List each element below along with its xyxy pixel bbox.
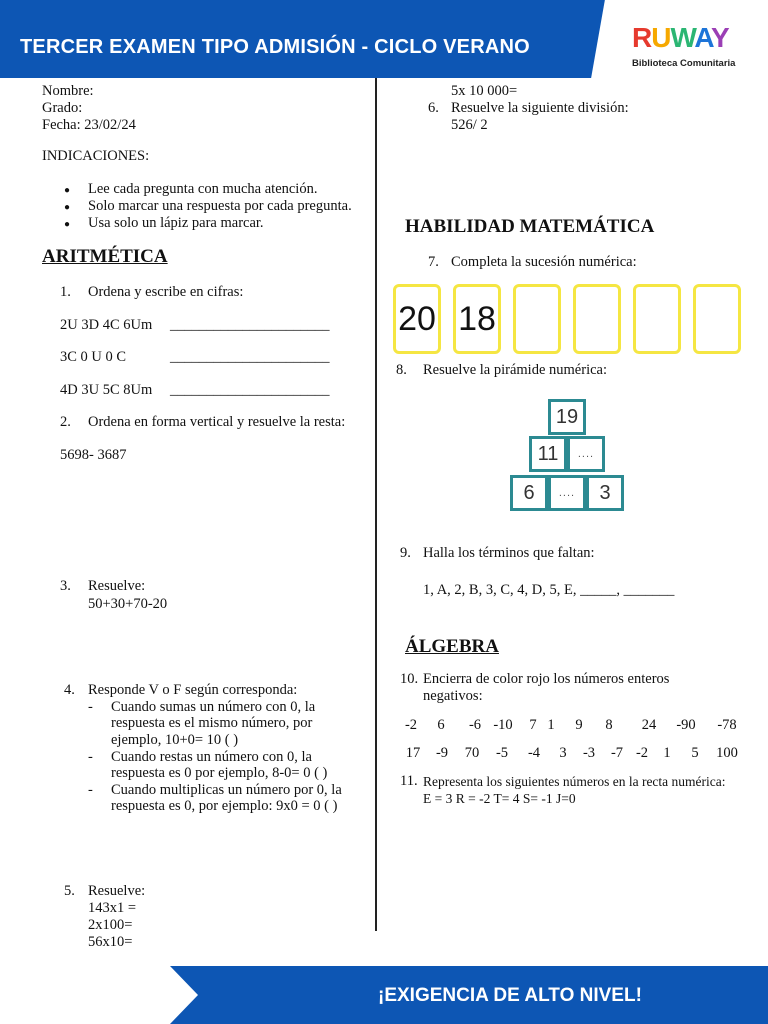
q8-number: 8. [396,362,407,378]
indications-title: INDICACIONES: [42,148,150,164]
exam-title: TERCER EXAMEN TIPO ADMISIÓN - CICLO VERANO [20,36,530,58]
integer-item[interactable]: -90 [676,717,696,733]
integer-item[interactable]: -78 [717,717,737,733]
integer-item[interactable]: -2 [404,717,418,733]
name-label: Nombre: [42,83,94,99]
sequence-box[interactable] [513,284,561,354]
integer-item[interactable]: -7 [610,745,624,761]
answer-blank[interactable]: ______________________ [170,382,330,398]
sequence-box: 20 [393,284,441,354]
logo-letter: U [651,22,671,53]
logo-letter: W [670,22,695,53]
integer-item[interactable]: 8 [605,717,613,733]
sequence-box[interactable] [573,284,621,354]
q1-expr: 3C 0 U 0 C [60,349,127,365]
q5-number: 5. [64,883,75,899]
answer-blank[interactable]: ______________________ [170,317,330,333]
q11-text: Representa los siguientes números en la recta numérica: [423,774,726,789]
pyramid-cell: 11 [529,436,567,472]
integer-item[interactable]: -3 [582,745,596,761]
q3-number: 3. [60,578,71,594]
q7-text: Completa la sucesión numérica: [451,254,637,270]
pyramid-cell-blank[interactable]: .... [567,436,605,472]
q9-text: Halla los términos que faltan: [423,545,595,561]
q4-number: 4. [64,682,75,698]
integer-item[interactable]: 24 [641,717,657,733]
q2-expr: 5698- 3687 [60,447,127,463]
q11-values: E = 3 R = -2 T= 4 S= -1 J=0 [423,791,576,806]
dash-bullet: - [88,749,93,765]
sequence-box[interactable] [633,284,681,354]
integer-item[interactable]: 70 [464,745,480,761]
q5-expr: 56x10= [88,934,133,950]
logo-letter: R [632,22,652,53]
sequence-box: 18 [453,284,501,354]
date-label: Fecha: 23/02/24 [42,117,136,133]
indication-item: ● Usa solo un lápiz para marcar. [88,215,264,232]
q9-sequence: 1, A, 2, B, 3, C, 4, D, 5, E, _____, _______ [423,582,675,598]
section-title-arithmetic: ARITMÉTICA [42,246,168,267]
q3-text: Resuelve: [88,578,146,594]
q10-number: 10. [400,671,419,687]
q1-expr: 4D 3U 5C 8Um [60,382,153,398]
answer-blank[interactable]: ______________________ [170,349,330,365]
sequence-box[interactable] [693,284,741,354]
integer-item[interactable]: 9 [575,717,583,733]
integer-item[interactable]: 6 [437,717,445,733]
q4-item-line: respuesta es el mismo número, por [111,715,313,731]
q1-expr: 2U 3D 4C 6Um [60,317,153,333]
column-divider [375,78,377,931]
q4-item-line: Cuando multiplicas un número por 0, la [111,782,342,798]
q2-number: 2. [60,414,71,430]
integer-item[interactable]: 7 [529,717,537,733]
dash-bullet: - [88,782,93,798]
q2-text: Ordena en forma vertical y resuelve la resta: [88,414,346,430]
footer-notch [170,966,198,1024]
indication-item: ● Lee cada pregunta con mucha atención. [88,181,317,198]
q4-item-line: Cuando restas un número con 0, la [111,749,312,765]
q4-item-line: ejemplo, 10+0= 10 ( ) [111,732,239,748]
q9-number: 9. [400,545,411,561]
pyramid-cell: 19 [548,399,586,435]
integer-row [0,717,768,735]
pyramid-cell: 3 [586,475,624,511]
ruway-logo [632,22,729,54]
q3-expr: 50+30+70-20 [88,596,168,612]
section-title-algebra: ÁLGEBRA [405,636,499,657]
integer-item[interactable]: 3 [559,745,567,761]
integer-item[interactable]: 17 [405,745,421,761]
integer-item[interactable]: -10 [493,717,513,733]
integer-item[interactable]: -4 [527,745,541,761]
pyramid-cell: 6 [510,475,548,511]
q4-text: Responde V o F según corresponda: [88,682,298,698]
q8-text: Resuelve la pirámide numérica: [423,362,607,378]
pyramid-cell-blank[interactable]: .... [548,475,586,511]
q6-text: Resuelve la siguiente división: [451,100,629,116]
integer-item[interactable]: 1 [547,717,555,733]
integer-item[interactable]: 100 [716,745,738,761]
q5-continued: 5x 10 000= [451,83,518,99]
integer-item[interactable]: 5 [691,745,699,761]
integer-row [0,745,768,763]
indication-item: ● Solo marcar una respuesta por cada pregunta. [88,198,352,215]
q10-text: negativos: [423,688,483,704]
logo-letter: A [694,22,712,53]
integer-item[interactable]: -2 [635,745,649,761]
footer-slogan: ¡EXIGENCIA DE ALTO NIVEL! [378,985,642,1006]
integer-item[interactable]: -6 [468,717,482,733]
q4-item-line: respuesta es 0 por ejemplo, 8-0= 0 ( ) [111,765,328,781]
q10-text: Encierra de color rojo los números enteros [423,671,670,687]
logo-subtitle: Biblioteca Comunitaria [632,58,736,69]
q6-number: 6. [428,100,439,116]
q1-number: 1. [60,284,71,300]
q7-number: 7. [428,254,439,270]
q4-item-line: respuesta es 0, por ejemplo: 9x0 = 0 ( ) [111,798,338,814]
q5-text: Resuelve: [88,883,146,899]
q11-number: 11. [400,773,418,789]
logo-letter: Y [711,22,729,53]
section-title-math: HABILIDAD MATEMÁTICA [405,216,655,237]
q4-item-line: Cuando sumas un número con 0, la [111,699,316,715]
q5-expr: 143x1 = [88,900,137,916]
q5-expr: 2x100= [88,917,133,933]
integer-item[interactable]: 1 [663,745,671,761]
integer-item[interactable]: -9 [435,745,449,761]
dash-bullet: - [88,699,93,715]
integer-item[interactable]: -5 [495,745,509,761]
q1-text: Ordena y escribe en cifras: [88,284,244,300]
q6-expr: 526/ 2 [451,117,488,133]
grade-label: Grado: [42,100,83,116]
